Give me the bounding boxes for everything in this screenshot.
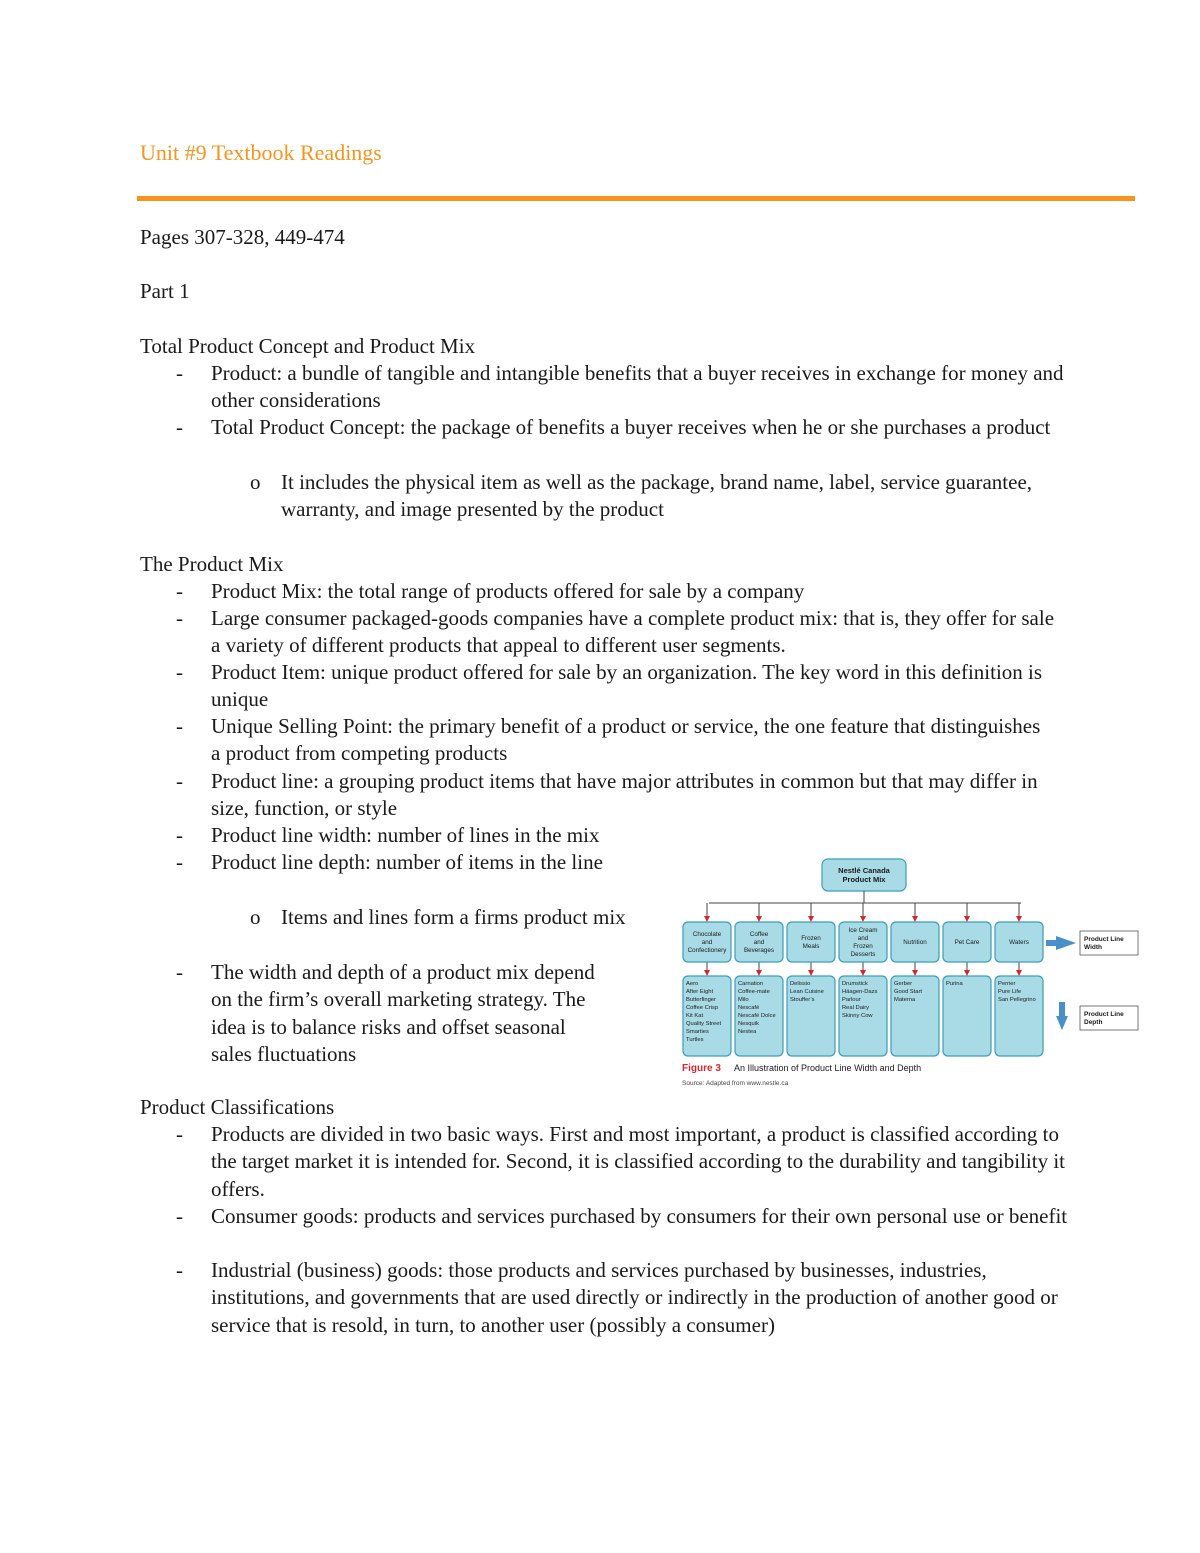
dash-marker: -	[176, 1122, 183, 1146]
product-item-entry: After Eight	[686, 989, 714, 995]
product-item-entry: Butterfinger	[686, 997, 716, 1003]
product-line-label-line: Meals	[802, 943, 820, 950]
depth-label-line: Product Line	[1084, 1011, 1124, 1018]
bullet-item	[176, 1203, 1071, 1230]
arrow-head-icon	[964, 916, 970, 922]
section-heading-total-product: Total Product Concept and Product Mix	[140, 334, 476, 358]
width-arrow-icon	[1046, 936, 1076, 950]
product-item-entry: Häagen-Dazs	[842, 989, 878, 995]
product-line-label	[801, 935, 821, 950]
product-item-entry: Purina	[946, 981, 963, 987]
dash-marker: -	[176, 960, 183, 984]
dash-marker: -	[176, 415, 183, 439]
product-item-entry: Stouffer’s	[790, 997, 815, 1003]
circle-marker: o	[250, 470, 261, 494]
bullet-item	[176, 360, 1071, 415]
product-item-entry: Real Dairy	[842, 1005, 870, 1011]
product-line-label-line: Frozen	[801, 935, 821, 942]
bullet-item	[176, 768, 1071, 823]
product-item-entry: Turtles	[686, 1037, 704, 1043]
product-mix-diagram	[678, 856, 1140, 1090]
document-title: Unit #9 Textbook Readings	[140, 140, 382, 165]
product-item-boxes	[683, 976, 1043, 1056]
product-line-label-line: Chocolate	[692, 931, 722, 938]
section-heading-product-mix: The Product Mix	[140, 552, 284, 576]
product-item-entry: Coffee-mate	[738, 989, 770, 995]
bullet-text: The width and depth of a product mix depend on the firm’s overall marketing strategy. The idea is to balance risks and offset seasonal sales fluctuations	[211, 960, 595, 1066]
product-line-label-line: Coffee	[749, 931, 769, 938]
bullet-item	[176, 1257, 1071, 1339]
product-line-label-line: Frozen	[853, 943, 873, 950]
depth-arrow-icon	[1056, 1002, 1068, 1030]
bullet-item	[176, 414, 1071, 441]
arrow-head-icon	[704, 970, 710, 976]
product-item-entry: Parlour	[842, 997, 861, 1003]
bullet-text: Items and lines form a firms product mix	[281, 905, 626, 929]
product-line-label	[1009, 939, 1029, 946]
bullet-item	[176, 578, 1071, 605]
product-item-entry: San Pellegrino	[998, 997, 1036, 1003]
product-item-entry: Nesquik	[738, 1021, 759, 1027]
product-item-entry: Nescafé	[738, 1005, 760, 1011]
bullet-item	[176, 1121, 1066, 1203]
arrow-head-icon	[860, 970, 866, 976]
part-heading: Part 1	[140, 279, 190, 303]
bullet-text: Product line depth: number of items in the line	[211, 850, 603, 874]
bullet-text: Product Item: unique product offered for sale by an organization. The key word in this definition is unique	[211, 660, 1043, 712]
arrow-head-icon	[756, 916, 762, 922]
bullet-item	[176, 849, 631, 876]
product-item-box	[995, 976, 1043, 1056]
sub-bullet-item	[250, 469, 1041, 524]
root-label-line: Product Mix	[842, 875, 886, 884]
sub-bullet-item	[250, 904, 641, 931]
arrow-head-icon	[808, 970, 814, 976]
bullet-text: Products are divided in two basic ways. First and most important, a product is classified according to the target market it is intended for. Second, it is classified according to the durability and tangibility it offers.	[211, 1122, 1065, 1201]
arrow-head-icon	[860, 916, 866, 922]
product-item-entry: Aero	[686, 981, 699, 987]
product-item-entry: Good Start	[894, 989, 923, 995]
product-item-entry: Carnation	[738, 981, 764, 987]
product-line-label	[903, 939, 927, 946]
product-line-label-line: and	[753, 939, 765, 946]
product-line-label-line: and	[857, 935, 869, 942]
arrow-head-icon	[1016, 916, 1022, 922]
product-line-label-line: Pet Care	[954, 939, 980, 946]
product-item-entry: Nescafé Dolce	[738, 1013, 776, 1019]
arrow-head-icon	[808, 916, 814, 922]
dash-marker: -	[176, 660, 183, 684]
product-line-label-line: and	[701, 939, 713, 946]
depth-label-line: Depth	[1084, 1019, 1103, 1026]
bullet-text: Large consumer packaged-goods companies have a complete product mix: that is, they offer for sale a variety of different products that appeal to different user segments.	[211, 606, 1055, 658]
product-line-label-line: Ice Cream	[848, 927, 878, 934]
arrow-head-icon	[756, 970, 762, 976]
product-item-entry: Nestea	[738, 1029, 757, 1035]
root-label	[838, 866, 891, 884]
product-item-entry: Perrier	[998, 981, 1016, 987]
bullet-item	[176, 713, 1041, 768]
bullet-item	[176, 659, 1061, 714]
bullet-text: Product: a bundle of tangible and intangible benefits that a buyer receives in exchange for money and other considerations	[211, 361, 1064, 413]
product-item-entry: Coffee Crisp	[686, 1005, 719, 1011]
circle-marker: o	[250, 905, 261, 929]
product-line-label-line: Beverages	[743, 947, 775, 954]
product-item-entry: Skinny Cow	[842, 1013, 873, 1019]
product-mix-figure	[678, 856, 1140, 1090]
product-item-box	[943, 976, 991, 1056]
arrow-head-icon	[1016, 970, 1022, 976]
bullet-item	[176, 605, 1066, 660]
bullet-text: Unique Selling Point: the primary benefit of a product or service, the one feature that distinguishes a product from competing products	[211, 714, 1041, 766]
product-line-label-line: Desserts	[850, 951, 876, 958]
bullet-item	[176, 822, 681, 849]
bullet-text: Product line width: number of lines in the mix	[211, 823, 600, 847]
figure-caption: An Illustration of Product Line Width and Depth	[734, 1063, 922, 1073]
width-label-box	[1080, 931, 1138, 955]
product-item-entry: Pure Life	[998, 989, 1022, 995]
root-label-line: Nestlé Canada	[838, 866, 890, 875]
product-item-entry: Materna	[894, 997, 916, 1003]
arrow-head-icon	[964, 970, 970, 976]
dash-marker: -	[176, 579, 183, 603]
product-item-entry: Milo	[738, 997, 749, 1003]
bullet-text: Product line: a grouping product items that have major attributes in common but that may differ in size, function, or style	[211, 769, 1038, 821]
bullet-text: Total Product Concept: the package of benefits a buyer receives when he or she purchases a product	[211, 415, 1051, 439]
product-item-box	[891, 976, 939, 1056]
product-line-label-line: Waters	[1009, 939, 1029, 946]
product-item-entry: Delissio	[790, 981, 811, 987]
product-item-entry: Gerber	[894, 981, 913, 987]
product-item-entry: Drumstick	[842, 981, 868, 987]
arrow-head-icon	[704, 916, 710, 922]
product-item-box	[787, 976, 835, 1056]
dash-marker: -	[176, 1258, 183, 1282]
arrow-head-icon	[912, 916, 918, 922]
product-item-list	[946, 981, 964, 987]
bullet-text: It includes the physical item as well as the package, brand name, label, service guarantee, warranty, and image presented by the product	[281, 470, 1033, 522]
product-item-entry: Lean Cuisine	[790, 989, 824, 995]
arrow-head-icon	[912, 970, 918, 976]
product-item-entry: Smarties	[686, 1029, 709, 1035]
section-heading-classifications: Product Classifications	[140, 1095, 335, 1119]
figure-source: Source: Adapted from www.nestle.ca	[682, 1080, 789, 1087]
bullet-text: Industrial (business) goods: those products and services purchased by businesses, industries, institutions, and governments that are used directly or indirectly in the production of another good or service that is resold, in turn, to another user (possibly a consumer)	[211, 1258, 1058, 1337]
title-divider	[137, 196, 1135, 201]
bullet-text: Product Mix: the total range of products offered for sale by a company	[211, 579, 805, 603]
width-label-line: Width	[1084, 944, 1102, 951]
product-line-label	[955, 939, 980, 946]
dash-marker: -	[176, 361, 183, 385]
dash-marker: -	[176, 823, 183, 847]
dash-marker: -	[176, 606, 183, 630]
dash-marker: -	[176, 1204, 183, 1228]
depth-label-box	[1080, 1006, 1138, 1030]
product-item-entry: Quality Street	[686, 1021, 722, 1027]
dash-marker: -	[176, 850, 183, 874]
width-label-line: Product Line	[1084, 936, 1124, 943]
product-item-entry: Kit Kat	[686, 1013, 704, 1019]
product-line-label-line: Nutrition	[903, 939, 927, 946]
dash-marker: -	[176, 714, 183, 738]
dash-marker: -	[176, 769, 183, 793]
pages-line: Pages 307-328, 449-474	[140, 225, 345, 249]
product-line-boxes	[683, 922, 1043, 962]
product-line-label-line: Confectionery	[687, 947, 727, 954]
bullet-text: Consumer goods: products and services purchased by consumers for their own personal use or benefit	[211, 1204, 1068, 1228]
product-line-box	[787, 922, 835, 962]
bullet-item	[176, 959, 611, 1068]
figure-number: Figure 3	[682, 1063, 721, 1074]
